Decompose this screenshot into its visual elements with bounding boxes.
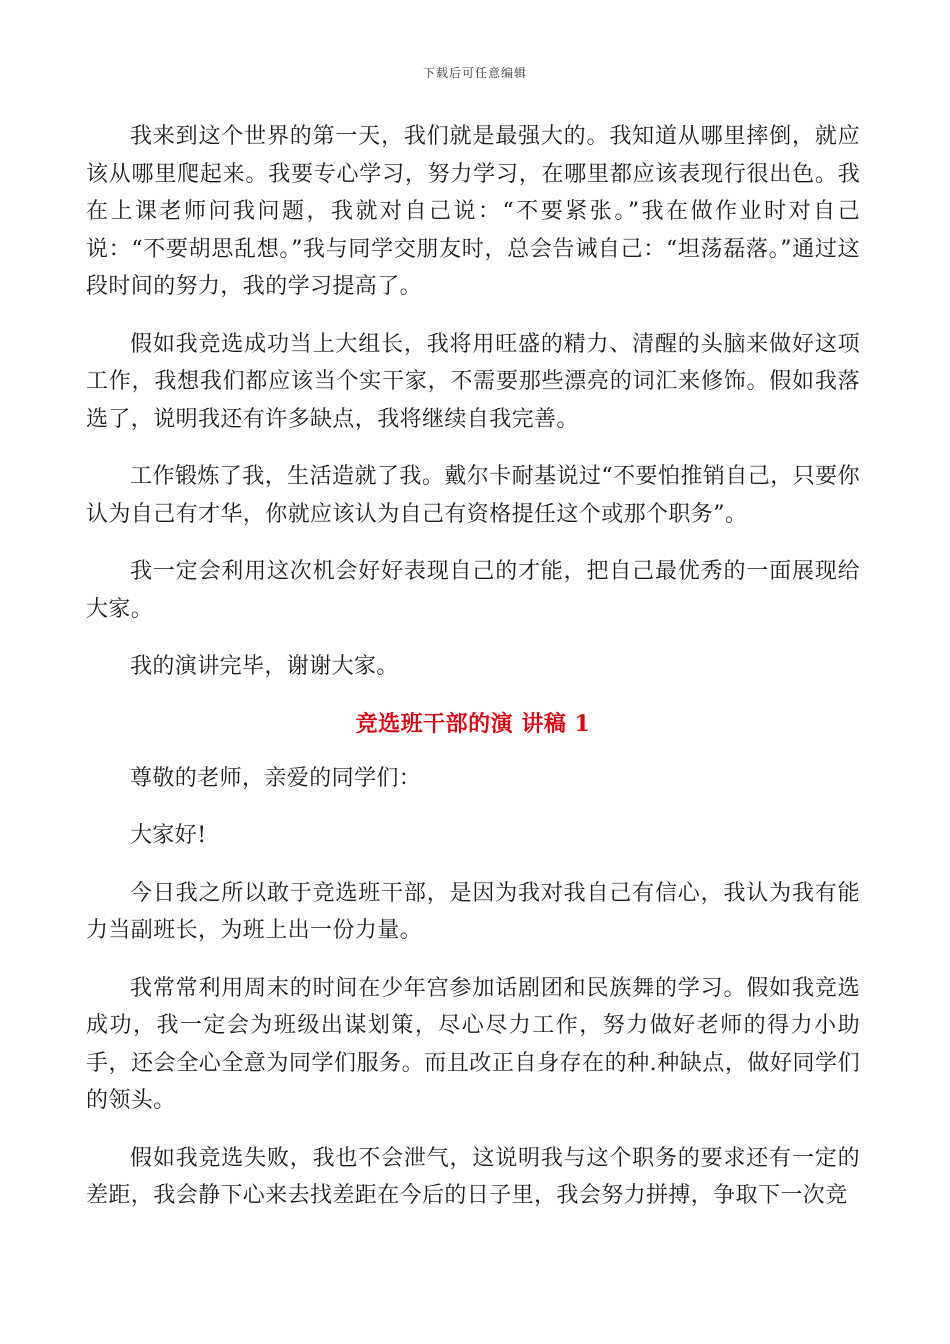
document-body — [86, 118, 860, 1235]
paragraph-2: 假如我竞选成功当上大组长，我将用旺盛的精力、清醒的头脑来做好这项工作，我想我们都应该当个实干家，不需要那些漂亮的词汇来修饰。假如我落选了，说明我还有许多缺点，我将继续自我完善。 — [86, 331, 860, 432]
paragraph-5: 我的演讲完毕，谢谢大家。 — [130, 654, 399, 679]
paragraph-3: 工作锻炼了我，生活造就了我。戴尔卡耐基说过“不要怕推销自己，只要你认为自己有才华，你就应该认为自己有资格提任这个或那个职务”。 — [86, 464, 860, 527]
paragraph-10: 假如我竞选失败，我也不会泄气，这说明我与这个职务的要求还有一定的差距，我会静下心来去找差距在今后的日子里，我会努力拼搏，争取下一次竞 — [86, 1145, 860, 1208]
paragraph-9: 我常常利用周末的时间在少年宫参加话剧团和民族舞的学习。假如我竞选成功，我一定会为班级出谋划策，尽心尽力工作，努力做好老师的得力小助手，还会全心全意为同学们服务。而且改正自身存在的种.种缺点，做好同学们的领头。 — [86, 975, 860, 1113]
paragraph-1: 我来到这个世界的第一天，我们就是最强大的。我知道从哪里摔倒，就应该从哪里爬起来。我要专心学习，努力学习，在哪里都应该表现行很出色。我在上课老师问我问题，我就对自己说：“不要紧张。”我在做作业时对自己说：“不要胡思乱想。”我与同学交朋友时，总会告诫自己：“坦荡磊落。”通过这段时间的努力，我的学习提高了。 — [86, 124, 860, 299]
header-note: 下载后可任意编辑 — [422, 66, 527, 80]
paragraph-8: 今日我之所以敢于竞选班干部，是因为我对我自己有信心，我认为我有能力当副班长，为班上出一份力量。 — [86, 880, 860, 943]
paragraph-salutation: 尊敬的老师，亲爱的同学们： — [130, 765, 422, 791]
paragraph-4: 我一定会利用这次机会好好表现自己的才能，把自己最优秀的一面展现给大家。 — [86, 559, 860, 622]
section-heading: 竞选班干部的演 讲稿 1 — [355, 710, 591, 737]
paragraph-greeting: 大家好! — [130, 823, 207, 848]
